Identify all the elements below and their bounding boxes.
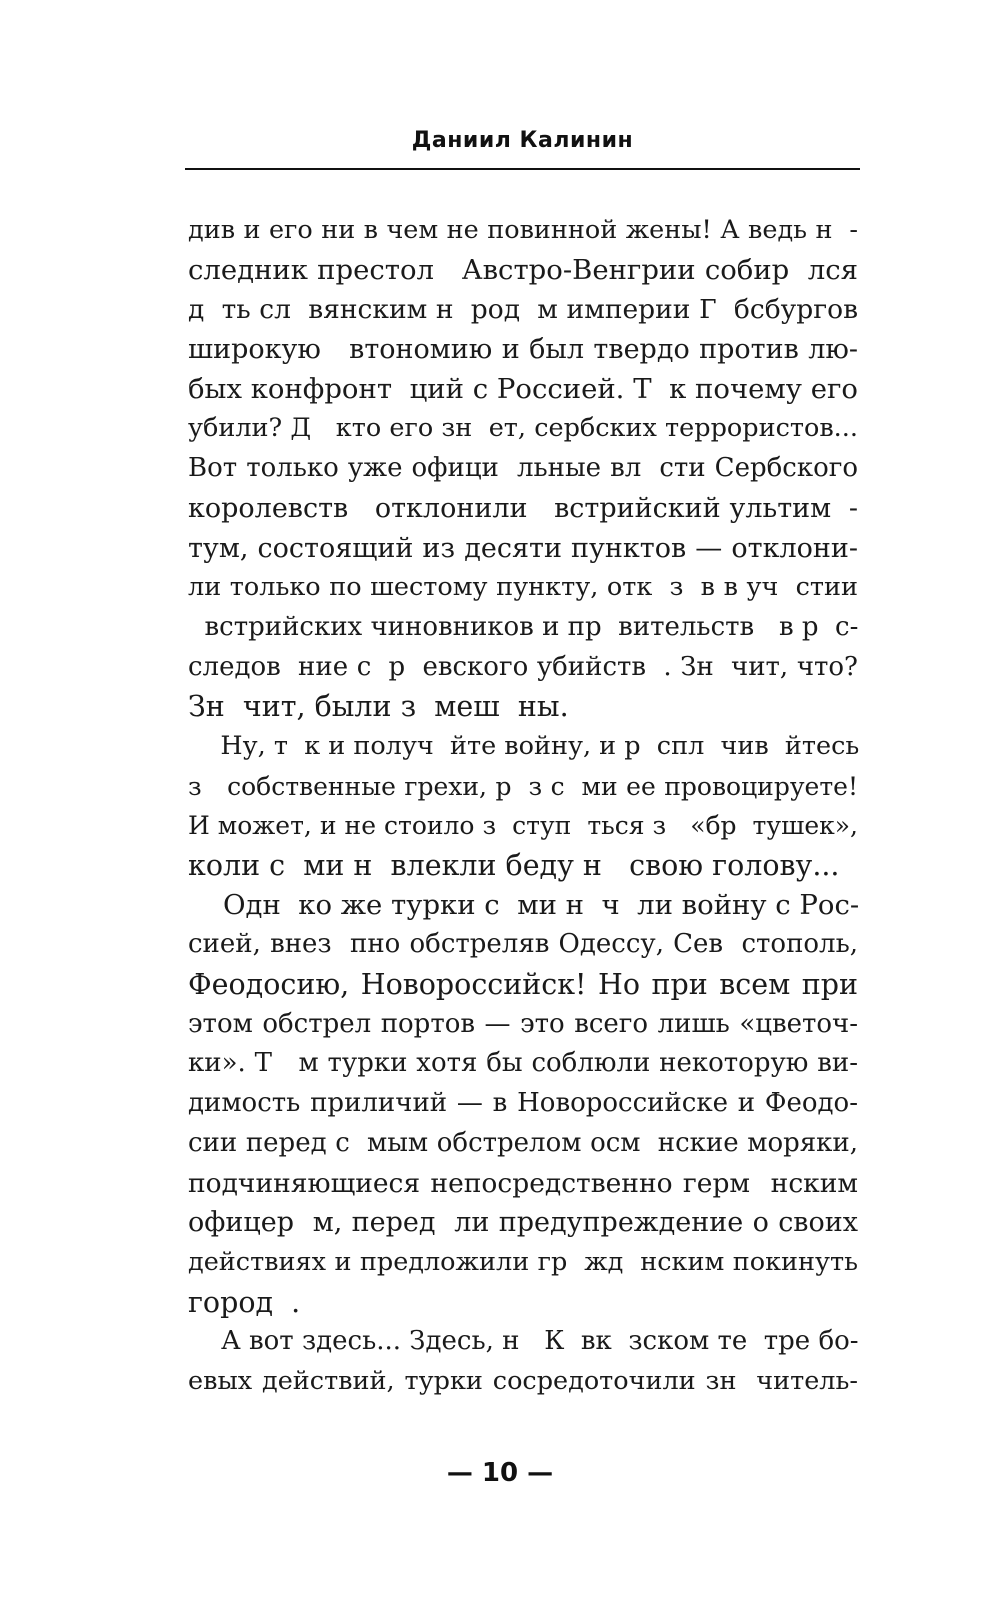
text-line: сией, внез пно обстреляв Одессу, Сев стополь, [188,929,858,960]
text-line: встрийских чиновников и пр вительств в р с- [188,611,859,642]
text-line: этом обстрел портов — это всего лишь «цветоч- [188,1008,858,1039]
text-line: димость приличий — в Новороссийске и Феодо- [188,1088,858,1119]
text-line: широкую втономию и был твердо против лю- [188,334,858,366]
text-line: следник престол Австро-Венгрии собир лся [188,253,858,286]
text-line: подчиняющиеся непосредственно герм нским [188,1167,858,1199]
text-line: действиях и предложили гр жд нским покинуть [188,1246,858,1277]
text-line: Зн чит, были з меш ны. [188,690,569,724]
text-line: офицер м, перед ли предупреждение о своих [188,1207,858,1239]
text-line: ки». Т м турки хотя бы соблюли некоторую ви- [188,1048,858,1079]
text-line: евых действий, турки сосредоточили зн читель- [188,1365,858,1396]
text-line: убили? Д кто его зн ет, сербских террористов... [188,413,858,444]
text-line: коли с ми н влекли беду н свою голову... [188,849,840,882]
text-line: бых конфронт ций с Россией. Т к почему его [188,372,858,405]
text-line: див и его ни в чем не повинной жены! А ведь н - [188,215,858,245]
text-line: Ну, т к и получ йте войну, и р спл чив йтесь [188,730,860,761]
text-line: д ть сл вянским н род м империи Г бсбургов [188,294,858,326]
text-line: Одн ко же турки с ми н ч ли войну с Рос- [188,888,860,921]
text-line: сии перед с мым обстрелом осм нские моряки, [188,1127,858,1158]
text-line: Феодосию, Новороссийск! Но при всем при [188,968,858,1002]
text-line: Вот только уже офици льные вл сти Сербского [188,453,858,484]
text-line: з собственные грехи, р з с ми ее провоцируете! [188,771,858,801]
page-number: — 10 — [446,1458,554,1488]
text-line: тум, состоящий из десяти пунктов — отклони- [188,532,858,564]
running-head-author: Даниил Калинин [411,128,634,153]
text-line: А вот здесь... Здесь, н К вк зском те тре бо- [188,1326,859,1357]
body-text [188,211,858,1402]
text-line: ли только по шестому пункту, отк з в в уч стии [188,572,858,603]
header-rule [185,168,860,170]
text-line: город . [188,1285,301,1319]
text-line: следов ние с р евского убийств . Зн чит, что? [188,651,858,682]
text-line: королевств отклонили встрийский ультим - [188,492,858,524]
text-line: И может, и не стоило з ступ ться з «бр тушек», [188,811,858,841]
